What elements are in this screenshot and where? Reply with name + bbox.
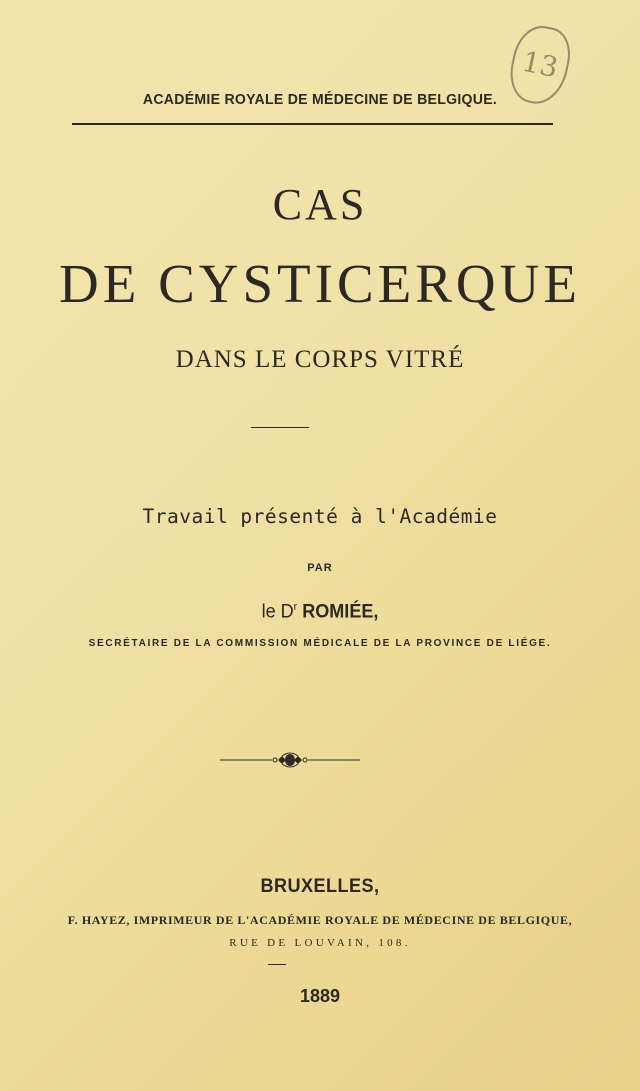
subtitle: Travail présenté à l'Académie [142,505,498,528]
ornament-divider [220,750,360,770]
title-line-cas: CAS [272,180,368,229]
by-label: PAR [307,562,333,574]
title-line-corps-vitre: DANS LE CORPS VITRÉ [175,346,465,373]
author-role: SECRÉTAIRE DE LA COMMISSION MÉDICALE DE LA PROVINCE DE LIÉGE. [88,638,552,649]
year-rule [268,964,286,965]
author-prefix-sup: r [293,601,298,613]
imprint-printer: F. HAYEZ, IMPRIMEUR DE L'ACADÉMIE ROYALE DE MÉDECINE DE BELGIQUE, [67,913,573,927]
title-line-cysticerque: DE CYSTICERQUE [59,253,581,314]
author-name: ROMIÉE, [302,601,379,623]
author [16,594,624,625]
imprint-year: 1889 [299,986,341,1006]
author-prefix: le D [261,601,294,623]
header-rule [72,123,553,125]
academy-header: ACADÉMIE ROYALE DE MÉDECINE DE BELGIQUE. [142,92,498,108]
imprint-city: BRUXELLES, [260,876,380,897]
imprint-address: RUE DE LOUVAIN, 108. [229,937,411,949]
stamp-mark: 13 [519,44,561,85]
short-rule [251,427,309,428]
